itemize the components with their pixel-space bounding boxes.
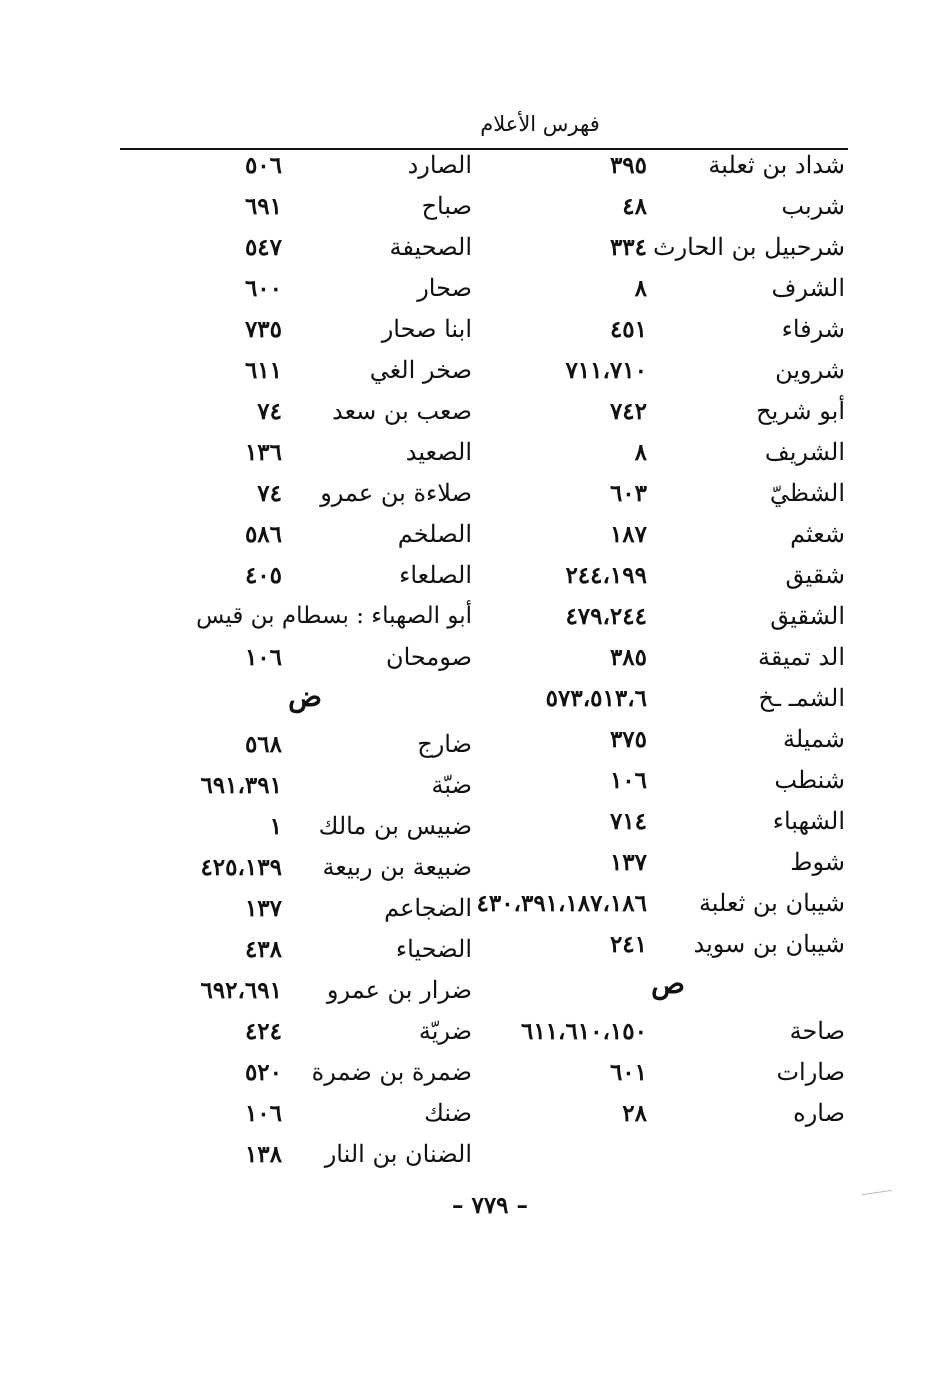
entry-name: شنطب [774, 766, 845, 794]
index-entry [500, 309, 845, 350]
index-entry [180, 888, 472, 929]
entry-pages: ٦١١ [244, 357, 282, 384]
entry-pages: ٣٣٤ [609, 234, 647, 261]
entry-pages: ١٨٧ [609, 521, 647, 548]
entry-name: الضنان بن النار [324, 1140, 472, 1168]
index-entry [180, 473, 472, 514]
entry-name: الصعيد [405, 438, 472, 466]
entry-name: شروين [775, 356, 845, 384]
index-entry [180, 350, 472, 391]
index-entry [500, 391, 845, 432]
entry-name: ضرار بن عمرو [326, 976, 472, 1004]
entry-pages: ٤٢٥،١٣٩ [200, 854, 282, 881]
section-letter: ض [288, 680, 322, 713]
entry-pages: ٤٢٤ [244, 1018, 282, 1045]
entry-pages: ١٠٦ [244, 1100, 282, 1127]
entry-pages: ٦١١،٦١٠،١٥٠ [520, 1018, 647, 1045]
entry-name: ضمرة بن ضمرة [311, 1058, 472, 1086]
entry-pages: ١٣٧ [244, 895, 282, 922]
index-entry [180, 514, 472, 555]
entry-name: صارات [776, 1058, 845, 1086]
entry-pages: ٤٧٩،٢٤٤ [565, 603, 647, 630]
entry-name: ضارج [417, 730, 472, 758]
entry-name: ضنك [424, 1099, 472, 1127]
entry-name: الضحياء [395, 935, 472, 963]
entry-pages: ١٣٧ [609, 849, 647, 876]
index-entry [500, 350, 845, 391]
entry-pages: ١ [269, 813, 282, 840]
index-entry [180, 1011, 472, 1052]
entry-pages: ٣٨٥ [609, 644, 647, 671]
index-entry [180, 145, 472, 186]
entry-pages: ٧١١،٧١٠ [565, 357, 647, 384]
entry-name: الصحيفة [389, 233, 472, 261]
entry-pages: ٦٩١ [244, 193, 282, 220]
index-entry [500, 924, 845, 965]
entry-pages: ٥٤٧ [244, 234, 282, 261]
entry-pages: ٨ [634, 275, 647, 302]
entry-pages: ٥٦٨ [244, 731, 282, 758]
index-entry [180, 227, 472, 268]
entry-name: الشهباء [772, 807, 845, 835]
index-entry [180, 1052, 472, 1093]
entry-name: ابنا صحار [381, 315, 472, 343]
index-entry [500, 719, 845, 760]
index-entry [500, 555, 845, 596]
index-entry [180, 970, 472, 1011]
entry-pages: ٦٠٣ [609, 480, 647, 507]
entry-name: الضجاعم [384, 894, 472, 922]
entry-name: ضريّة [418, 1017, 472, 1045]
entry-name: شرحبيل بن الحارث [652, 233, 845, 261]
index-entry [500, 186, 845, 227]
index-entry [180, 847, 472, 888]
entry-pages: ١٠٦ [244, 644, 282, 671]
entry-name: صعب بن سعد [331, 397, 472, 425]
index-entry [180, 268, 472, 309]
page-header-title: فهرس الأعلام [480, 112, 600, 136]
entry-pages: ١٣٨ [244, 1141, 282, 1168]
index-column-left [180, 145, 472, 1175]
entry-name: ضبيس بن مالك [318, 812, 472, 840]
entry-name: شيبان بن ثعلبة [698, 889, 845, 917]
entry-name: الشمـ ـخ [758, 684, 845, 712]
entry-name: ضبيعة بن ربيعة [322, 853, 472, 881]
entry-pages: ٤٨ [622, 193, 647, 220]
entry-pages: ٥٨٦ [244, 521, 282, 548]
index-entry [500, 1052, 845, 1093]
index-entry [500, 1093, 845, 1134]
index-entry [500, 678, 845, 719]
index-entry [476, 883, 845, 924]
entry-pages: ٦٩١،٣٩١ [200, 772, 282, 799]
entry-name: ضبّة [431, 771, 472, 799]
entry-pages: ٥٠٦ [244, 152, 282, 179]
entry-name: صخر الغي [369, 356, 472, 384]
entry-pages: ٦٩٢،٦٩١ [200, 977, 282, 1004]
entry-name: الصلعاء [399, 561, 472, 589]
entry-name: شداد بن ثعلبة [708, 151, 845, 179]
index-entry [180, 806, 472, 847]
entry-pages: ٦٠١ [609, 1059, 647, 1086]
crossref-text: أبو الصهباء : بسطام بن قيس [196, 603, 472, 629]
index-entry [500, 596, 845, 637]
entry-pages: ٤٠٥ [244, 562, 282, 589]
entry-name: صحار [417, 274, 472, 302]
index-entry [500, 473, 845, 514]
entry-name: شيبان بن سويد [693, 930, 845, 958]
index-entry [180, 309, 472, 350]
index-entry [500, 637, 845, 678]
entry-pages: ٧٤٢ [609, 398, 647, 425]
index-entry [180, 724, 472, 765]
index-entry [180, 929, 472, 970]
section-heading [500, 965, 845, 1011]
index-entry [500, 145, 845, 186]
index-entry [500, 432, 845, 473]
entry-pages: ٥٢٠ [244, 1059, 282, 1086]
entry-pages: ١٠٦ [609, 767, 647, 794]
entry-name: صلاءة بن عمرو [320, 479, 472, 507]
entry-pages: ٣٩٥ [609, 152, 647, 179]
entry-name: شربب [781, 192, 845, 220]
index-entry [180, 1134, 472, 1175]
entry-pages: ٤٥١ [609, 316, 647, 343]
index-crossref [180, 596, 472, 637]
entry-name: شميلة [782, 725, 845, 753]
index-entry [500, 842, 845, 883]
entry-pages: ١٣٦ [244, 439, 282, 466]
entry-pages: ٤٣٨ [244, 936, 282, 963]
scan-mark [862, 1190, 892, 1195]
index-entry [500, 1011, 845, 1052]
entry-name: شقيق [785, 561, 845, 589]
index-entry [180, 555, 472, 596]
entry-pages: ٧٤ [257, 398, 282, 425]
index-entry [180, 391, 472, 432]
entry-name: شوط [790, 848, 845, 876]
entry-name: الصارد [407, 151, 472, 179]
index-entry [500, 514, 845, 555]
index-entry [500, 227, 845, 268]
entry-pages: ٧٣٥ [244, 316, 282, 343]
entry-name: شرفاء [781, 315, 845, 343]
entry-name: الشقيق [770, 602, 845, 630]
entry-name: صاره [793, 1099, 845, 1127]
entry-name: صومحان [385, 643, 472, 671]
index-column-right [476, 145, 845, 1134]
entry-name: الد تميقة [757, 643, 845, 671]
entry-pages: ٧١٤ [609, 808, 647, 835]
index-entry [500, 801, 845, 842]
entry-name: صباح [421, 192, 472, 220]
entry-name: شعثم [790, 520, 845, 548]
section-letter: ص [651, 967, 685, 1000]
entry-pages: ٢٨ [622, 1100, 647, 1127]
entry-name: الصلخم [397, 520, 472, 548]
entry-pages: ٢٤٤،١٩٩ [565, 562, 647, 589]
index-entry [180, 765, 472, 806]
entry-name: الشرف [771, 274, 845, 302]
entry-pages: ٥٧٣،٥١٣،٦ [545, 685, 647, 712]
entry-pages: ٤٣٠،٣٩١،١٨٧،١٨٦ [476, 890, 647, 917]
entry-name: أبو شريح [756, 397, 845, 425]
entry-pages: ٢٤١ [609, 931, 647, 958]
index-entry [500, 760, 845, 801]
entry-pages: ٧٤ [257, 480, 282, 507]
index-entry [180, 637, 472, 678]
page-number: – ٧٧٩ – [451, 1192, 529, 1219]
index-entry [180, 1093, 472, 1134]
entry-pages: ٣٧٥ [609, 726, 647, 753]
entry-pages: ٦٠٠ [244, 275, 282, 302]
section-heading [180, 678, 472, 724]
entry-name: الشظيّ [769, 479, 845, 507]
entry-name: صاحة [789, 1017, 845, 1045]
index-entry [180, 432, 472, 473]
index-entry [180, 186, 472, 227]
index-entry [500, 268, 845, 309]
entry-name: الشريف [764, 438, 845, 466]
entry-pages: ٨ [634, 439, 647, 466]
